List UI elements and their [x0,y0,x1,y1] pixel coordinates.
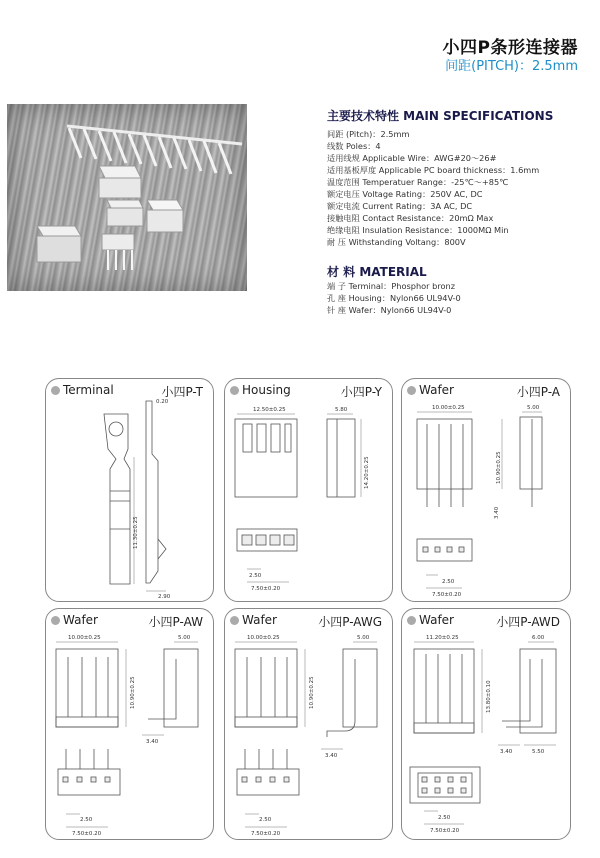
dim-label: 10.00±0.25 [432,405,465,411]
dim-label: 7.50±0.20 [251,831,281,837]
panel-label: Wafer [407,613,454,627]
dim-label: 10.90±0.25 [130,676,136,709]
dim-label: 5.00 [527,405,540,411]
panel-label: Wafer [407,383,454,397]
dim-label: 7.50±0.20 [432,592,462,598]
dim-label: 6.00 [532,635,545,641]
spec-line: 线数 Poles：4 [327,141,381,151]
dim-label: 2.50 [80,817,93,823]
dim-label: 14.20±0.25 [364,456,370,489]
panel-code: 小四P-AWG [318,615,382,629]
spec-line: 温度范围 Temperatuer Range：-25℃～+85℃ [327,177,509,187]
material-line: 孔 座 Housing：Nylon66 UL94V-0 [327,293,461,303]
panel-wafer-aw [45,608,214,840]
product-photo [7,104,247,291]
dim-label: 3.40 [494,506,500,519]
page-title: 小四P条形连接器 [442,38,578,58]
panel-wafer-awg [224,608,393,840]
panel-code: 小四P-AWD [496,615,560,629]
dim-label: 11.20±0.25 [426,635,459,641]
spec-line: 额定电流 Current Rating：3A AC, DC [327,201,473,211]
housing-drawing [225,379,392,601]
housing-images [37,166,183,270]
spec-line: 绝缘电阻 Insulation Resistance：1000MΩ Min [327,225,509,235]
dim-label: 2.90 [158,594,171,600]
panel-code: 小四P-T [161,385,203,399]
terminal-drawing [46,379,213,601]
panel-code: 小四P-Y [340,385,382,399]
dim-label: 12.50±0.25 [253,407,286,413]
panel-code: 小四P-A [516,385,560,399]
dim-label: 5.00 [357,635,370,641]
panel-code: 小四P-AW [148,615,203,629]
dim-label: 2.50 [249,573,262,579]
dim-label: 2.50 [438,815,451,821]
panel-wafer-a [401,378,571,602]
dim-label: 11.30±0.25 [133,516,139,549]
dim-label: 7.50±0.20 [430,828,460,834]
spec-line: 适用线规 Applicable Wire：AWG#20～26# [327,153,497,163]
panel-wafer-awd [401,608,571,840]
dim-label: 10.00±0.25 [68,635,101,641]
spec-line: 额定电压 Voltage Rating：250V AC, DC [327,189,483,199]
dim-label: 5.80 [335,407,348,413]
material-line: 针 座 Wafer：Nylon66 UL94V-0 [327,305,452,315]
wafer-awg-drawing [225,609,392,839]
specs-heading: 主要技术特性 MAIN SPECIFICATIONS [327,109,554,123]
spec-line: 耐 压 Withstanding Voltang：800V [327,237,466,247]
page-subtitle: 间距(PITCH)：2.5mm [445,59,578,74]
dim-label: 3.40 [146,739,159,745]
material-line: 端 子 Terminal：Phosphor bronz [327,281,456,291]
dim-label: 10.90±0.25 [496,451,502,484]
dim-label: 5.50 [532,749,545,755]
panel-label: Wafer [230,613,277,627]
dim-label: 7.50±0.20 [72,831,102,837]
panel-label: Terminal [51,383,114,397]
panel-terminal [45,378,214,602]
spec-line: 适用基板厚度 Applicable PC board thickness：1.6mm [327,165,540,175]
dim-label: 3.40 [325,753,338,759]
dim-label: 10.90±0.25 [309,676,315,709]
dim-label: 5.00 [178,635,191,641]
dim-label: 2.50 [259,817,272,823]
spec-line: 接触电阻 Contact Resistance：20mΩ Max [327,213,494,223]
dim-label: 2.50 [442,579,455,585]
dim-label: 10.00±0.25 [247,635,280,641]
terminal-strip-image [67,126,242,174]
material-heading: 材 料 MATERIAL [327,265,427,279]
panel-label: Wafer [51,613,98,627]
dim-label: 3.40 [500,749,513,755]
wafer-aw-drawing [46,609,213,839]
wafer-a-drawing [402,379,570,601]
panel-housing [224,378,393,602]
wafer-awd-drawing [402,609,570,839]
panel-label: Housing [230,383,291,397]
dim-label: 0.20 [156,399,169,405]
dim-label: 13.80±0.10 [486,680,492,713]
dim-label: 7.50±0.20 [251,586,281,592]
spec-line: 间距 (Pitch)：2.5mm [327,129,410,139]
